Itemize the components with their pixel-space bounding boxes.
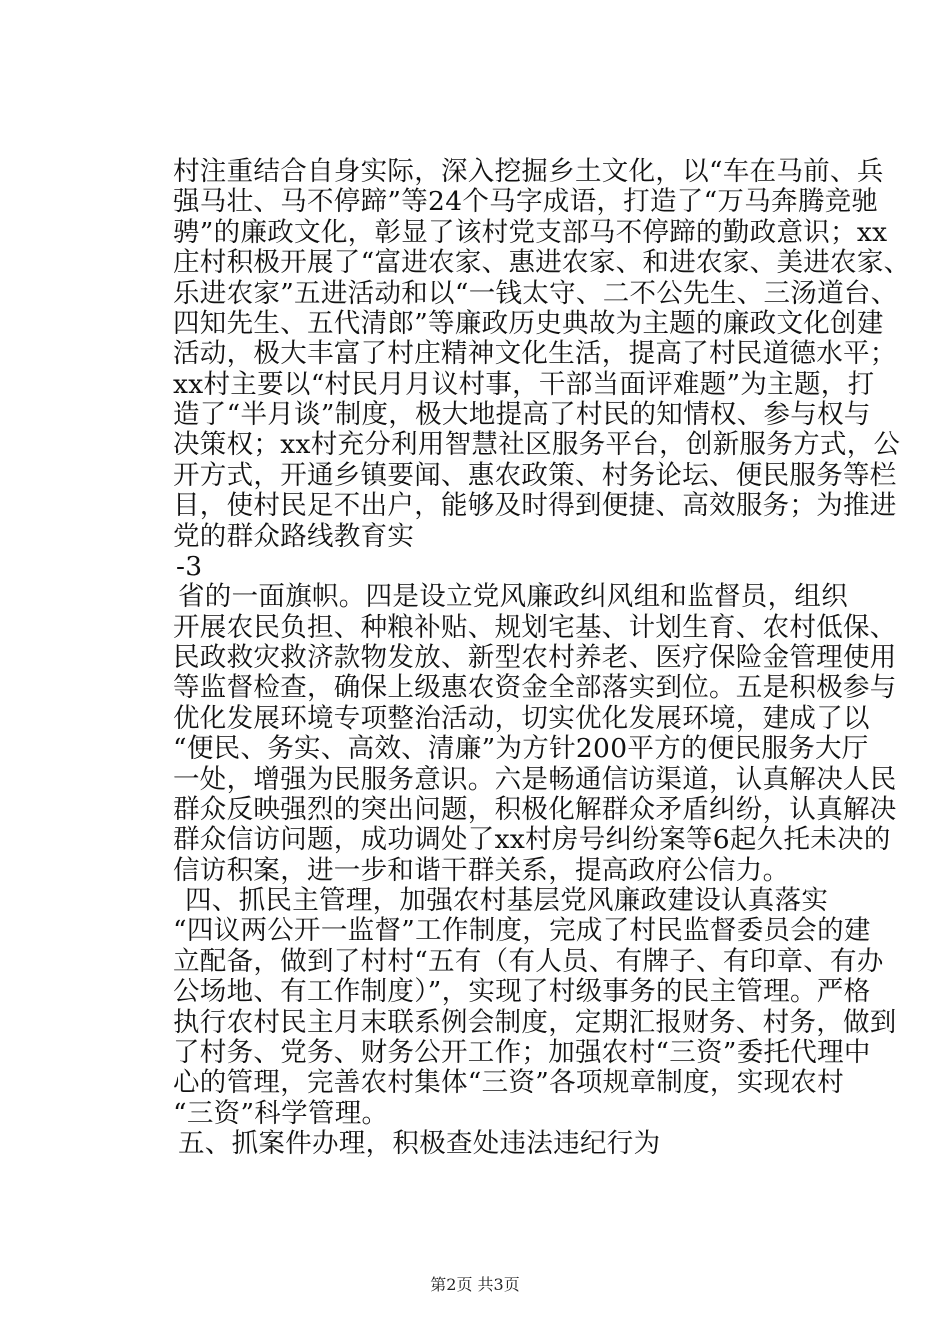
text-line: 造了“半月谈”制度，极大地提高了村民的知情权、参与权与 (173, 399, 871, 430)
page-footer: 第2页 共3页 (430, 1275, 520, 1294)
text-line: 心的管理，完善农村集体“三资”各项规章制度，实现农村 (173, 1067, 844, 1099)
text-line: 强马壮、马不停蹄”等24个马字成语，打造了“万马奔腾竞驰 (173, 186, 879, 218)
text-line: 优化发展环境专项整治活动，切实优化发展环境，建成了以 (173, 702, 870, 734)
text-line: 决策权；xx村充分利用智慧社区服务平台，创新服务方式，公 (173, 429, 901, 461)
text-line: 目，使村民足不出户，能够及时得到便捷、高效服务；为推进 (173, 490, 897, 522)
text-line: 村注重结合自身实际，深入挖掘乡土文化，以“车在马前、兵 (173, 156, 884, 187)
text-line: 开展农民负担、种粮补贴、规划宅基、计划生育、农村低保、 (173, 611, 897, 643)
text-line: 民政救灾救济款物发放、新型农村养老、医疗保险金管理使用 (173, 642, 897, 673)
text-line: 骋”的廉政文化，彰显了该村党支部马不停蹄的勤政意识；xx (173, 216, 888, 248)
text-line: 立配备，做到了村村“五有（有人员、有牌子、有印章、有办 (173, 945, 884, 977)
text-line: “便民、务实、高效、清廉”为方针200平方的便民服务大厅 (173, 733, 869, 765)
text-line: “四议两公开一监督”工作制度，完成了村民监督委员会的建 (173, 915, 871, 947)
text-line: 等监督检查，确保上级惠农资金全部落实到位。五是积极参与 (173, 672, 897, 704)
text-line: 活动，极大丰富了村庄精神文化生活，提高了村民道德水平； (173, 338, 897, 370)
text-line: 乐进农家”五进活动和以“一钱太守、二不公先生、三汤道台、 (173, 277, 898, 309)
text-line: 党的群众路线教育实 (173, 520, 415, 552)
text-line: 省的一面旗帜。四是设立党风廉政纠风组和监督员，组织 (178, 581, 848, 613)
text-line: 公场地、有工作制度）”，实现了村级事务的民主管理。严格 (173, 976, 871, 1008)
text-line: 四、抓民主管理，加强农村基层党风廉政建设认真落实 (185, 885, 829, 916)
text-line: -3 (176, 550, 203, 582)
text-line: 一处，增强为民服务意识。六是畅通信访渠道，认真解决人民 (173, 763, 897, 795)
text-line: xx村主要以“村民月月议村事，干部当面评难题”为主题，打 (173, 368, 875, 400)
text-line: 执行农村民主月末联系例会制度，定期汇报财务、村务，做到 (173, 1006, 897, 1038)
text-line: 庄村积极开展了“富进农家、惠进农家、和进农家、美进农家、 (173, 247, 911, 279)
text-line: 群众反映强烈的突出问题，积极化解群众矛盾纠纷，认真解决 (173, 793, 897, 825)
text-line: 五、抓案件办理，积极查处违法违纪行为 (178, 1128, 661, 1159)
text-line: “三资”科学管理。 (173, 1097, 389, 1129)
text-line: 了村务、党务、财务公开工作；加强农村“三资”委托代理中 (173, 1036, 871, 1068)
text-line: 群众信访问题，成功调处了xx村房号纠纷案等6起久托未决的 (173, 824, 891, 856)
text-line: 开方式，开通乡镇要闻、惠农政策、村务论坛、便民服务等栏 (173, 459, 897, 491)
text-line: 四知先生、五代清郎”等廉政历史典故为主题的廉政文化创建 (173, 307, 884, 339)
text-line: 信访积案，进一步和谐干群关系，提高政府公信力。 (173, 854, 790, 886)
